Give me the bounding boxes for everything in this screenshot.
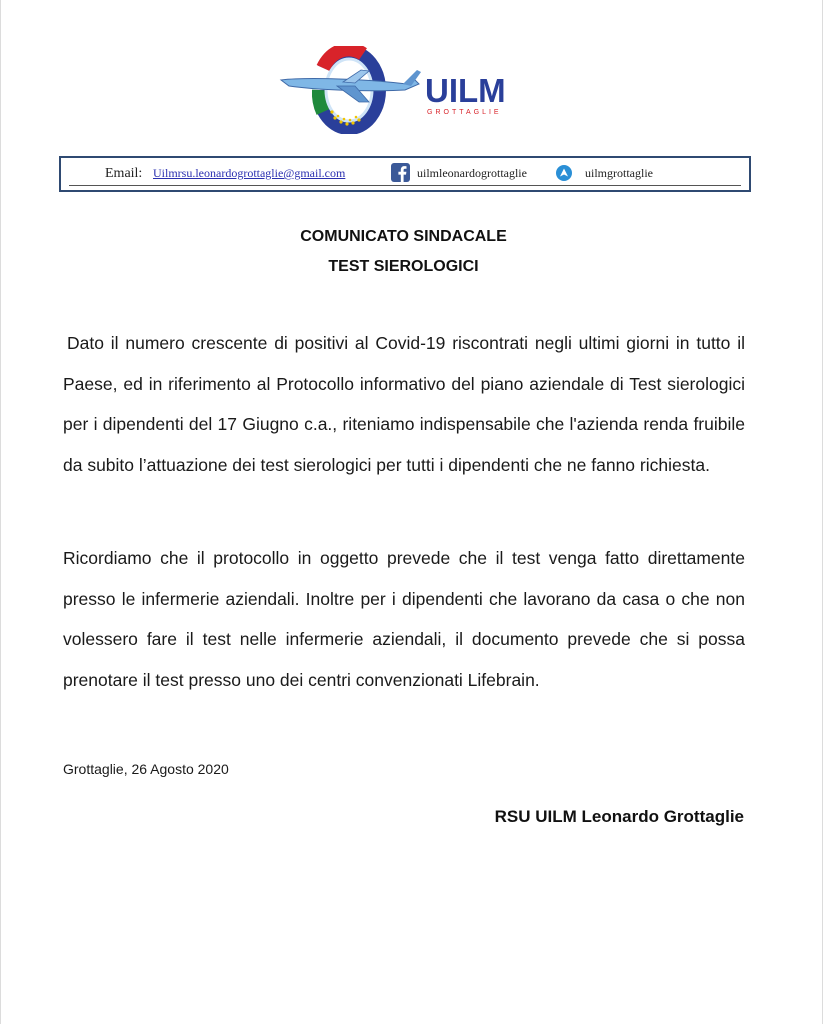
contact-line bbox=[69, 162, 741, 186]
app-handle[interactable]: uilmgrottaglie bbox=[585, 166, 653, 180]
telegram-like-icon[interactable] bbox=[556, 165, 572, 181]
signature: RSU UILM Leonardo Grottaglie bbox=[494, 807, 744, 826]
body-paragraph-1: Dato il numero crescente di positivi al Covid-19 riscontrati negli ultimi giorni in tutto il Paese, ed in riferimento al Protocollo informativo del piano aziendale di Test sierologici per i dipendenti del 17 Giugno c.a., riteniamo indispensabile che l'azienda renda fruibile da subito l’attuazione dei test sierologici per tutti i dipendenti che ne fanno richiesta. bbox=[63, 333, 745, 475]
contact-bar bbox=[59, 156, 751, 192]
facebook-handle[interactable]: uilmleonardogrottaglie bbox=[417, 166, 527, 180]
document-title: COMUNICATO SINDACALE bbox=[300, 228, 507, 245]
document-subtitle: TEST SIEROLOGICI bbox=[328, 258, 479, 275]
uilm-logo bbox=[277, 46, 527, 134]
date-line: Grottaglie, 26 Agosto 2020 bbox=[63, 761, 229, 777]
email-link[interactable]: Uilmrsu.leonardogrottaglie@gmail.com bbox=[153, 166, 346, 180]
body-paragraph-2: Ricordiamo che il protocollo in oggetto prevede che il test venga fatto direttamente presso le infermerie aziendali. Inoltre per i dipendenti che lavorano da casa o che non volessero fare il test nelle infermerie aziendali, il documento prevede che si possa prenotare il test presso uno dei centri convenzionati Lifebrain. bbox=[63, 548, 745, 690]
email-label: Email: bbox=[105, 166, 143, 181]
svg-text:UILM: UILM bbox=[425, 72, 506, 109]
svg-text:GROTTAGLIE: GROTTAGLIE bbox=[427, 109, 502, 116]
airplane-icon bbox=[281, 70, 421, 102]
airplane-ring-logo-icon bbox=[277, 46, 527, 134]
facebook-icon[interactable] bbox=[391, 163, 410, 182]
